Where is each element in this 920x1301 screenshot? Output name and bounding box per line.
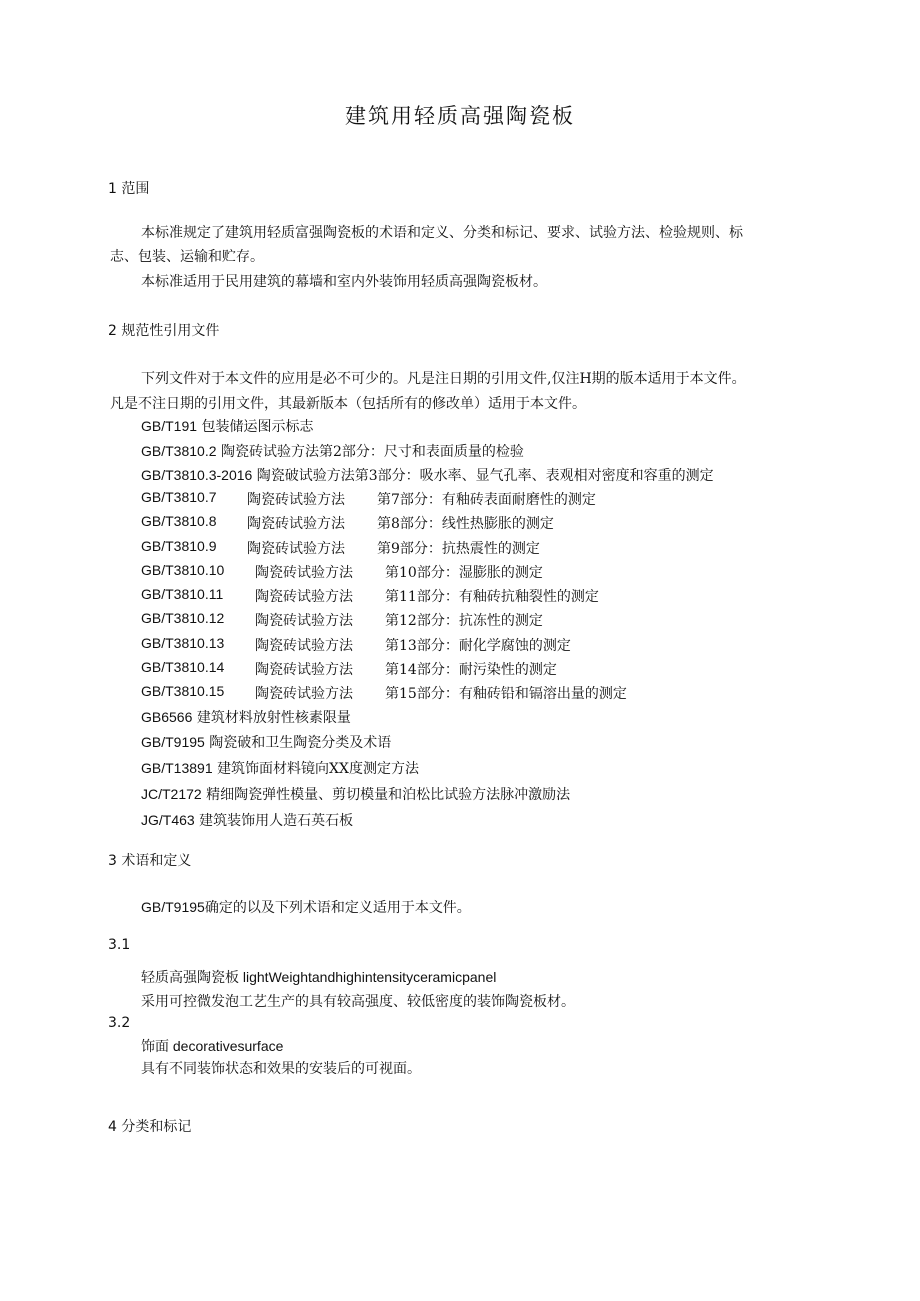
reference-item: GB/T3810.13 陶瓷砖试验方法 第13部分：耐化学腐蚀的测定 [141,635,571,654]
term-3-1-number: 3.1 [108,937,131,953]
term-3-2-name: 饰面 decorativesurface [141,1038,284,1054]
section-3-heading: 3 术语和定义 [108,853,192,869]
reference-item: GB/T191 包装储运图示标志 [141,418,314,435]
reference-item: GB/T13891 建筑饰面材料镜向XX度测定方法 [141,760,419,777]
reference-item: GB/T3810.9 陶瓷砖试验方法 第9部分：抗热震性的测定 [141,538,540,557]
reference-item: GB/T9195 陶瓷破和卫生陶瓷分类及术语 [141,734,392,751]
s2-paragraph-line-1: 下列文件对于本文件的应用是必不可少的。凡是注日期的引用文件,仅注H期的版本适用于本文件。 [141,371,746,387]
reference-item: GB/T3810.14 陶瓷砖试验方法 第14部分：耐污染性的测定 [141,659,557,678]
s1-paragraph-2: 本标准适用于民用建筑的幕墙和室内外装饰用轻质高强陶瓷板材。 [141,274,547,290]
term-3-2-number: 3.2 [108,1015,131,1031]
reference-item: GB6566 建筑材料放射性核素限量 [141,709,351,726]
reference-item: GB/T3810.8 陶瓷砖试验方法 第8部分：线性热膨胀的测定 [141,513,554,532]
reference-item: GB/T3810.12 陶瓷砖试验方法 第12部分：抗冻性的测定 [141,610,543,629]
section-4-heading: 4 分类和标记 [108,1119,192,1135]
reference-item: JG/T463 建筑装饰用人造石英石板 [141,812,354,829]
s3-intro: GB/T9195确定的以及下列术语和定义适用于本文件。 [141,899,471,915]
term-3-2-definition: 具有不同装饰状态和效果的安装后的可视面。 [141,1061,421,1077]
term-3-1-name: 轻质高强陶瓷板 lightWeightandhighintensityceramicpanel [141,969,497,985]
s2-paragraph-line-2: 凡是不注日期的引用文件，其最新版本（包括所有的修改单）适用于本文件。 [110,396,586,412]
page-title: 建筑用轻质高强陶瓷板 [345,104,575,128]
reference-item: GB/T3810.15 陶瓷砖试验方法 第15部分：有釉砖铅和镉溶出量的测定 [141,683,627,702]
reference-item: GB/T3810.2 陶瓷砖试验方法第2部分：尺寸和表面质量的检验 [141,443,524,460]
s1-paragraph-1-line-2: 志、包装、运输和贮存。 [110,249,264,265]
section-1-heading: 1 范围 [108,181,150,197]
term-3-1-definition: 采用可控微发泡工艺生产的具有较高强度、较低密度的装饰陶瓷板材。 [141,994,575,1010]
reference-item: GB/T3810.7 陶瓷砖试验方法 第7部分：有釉砖表面耐磨性的测定 [141,489,596,508]
reference-item: GB/T3810.10 陶瓷砖试验方法 第10部分：湿膨胀的测定 [141,562,543,581]
reference-item: GB/T3810.11 陶瓷砖试验方法 第11部分：有釉砖抗釉裂性的测定 [141,586,599,605]
reference-item: JC/T2172 精细陶瓷弹性模量、剪切模量和泊松比试验方法脉冲激励法 [141,786,571,803]
s1-paragraph-1-line-1: 本标准规定了建筑用轻质富强陶瓷板的术语和定义、分类和标记、要求、试验方法、检验规则、标 [141,225,743,241]
reference-item: GB/T3810.3-2016 陶瓷破试验方法第3部分：吸水率、显气孔率、表观相对密度和容重的测定 [141,467,714,484]
section-2-heading: 2 规范性引用文件 [108,323,220,339]
